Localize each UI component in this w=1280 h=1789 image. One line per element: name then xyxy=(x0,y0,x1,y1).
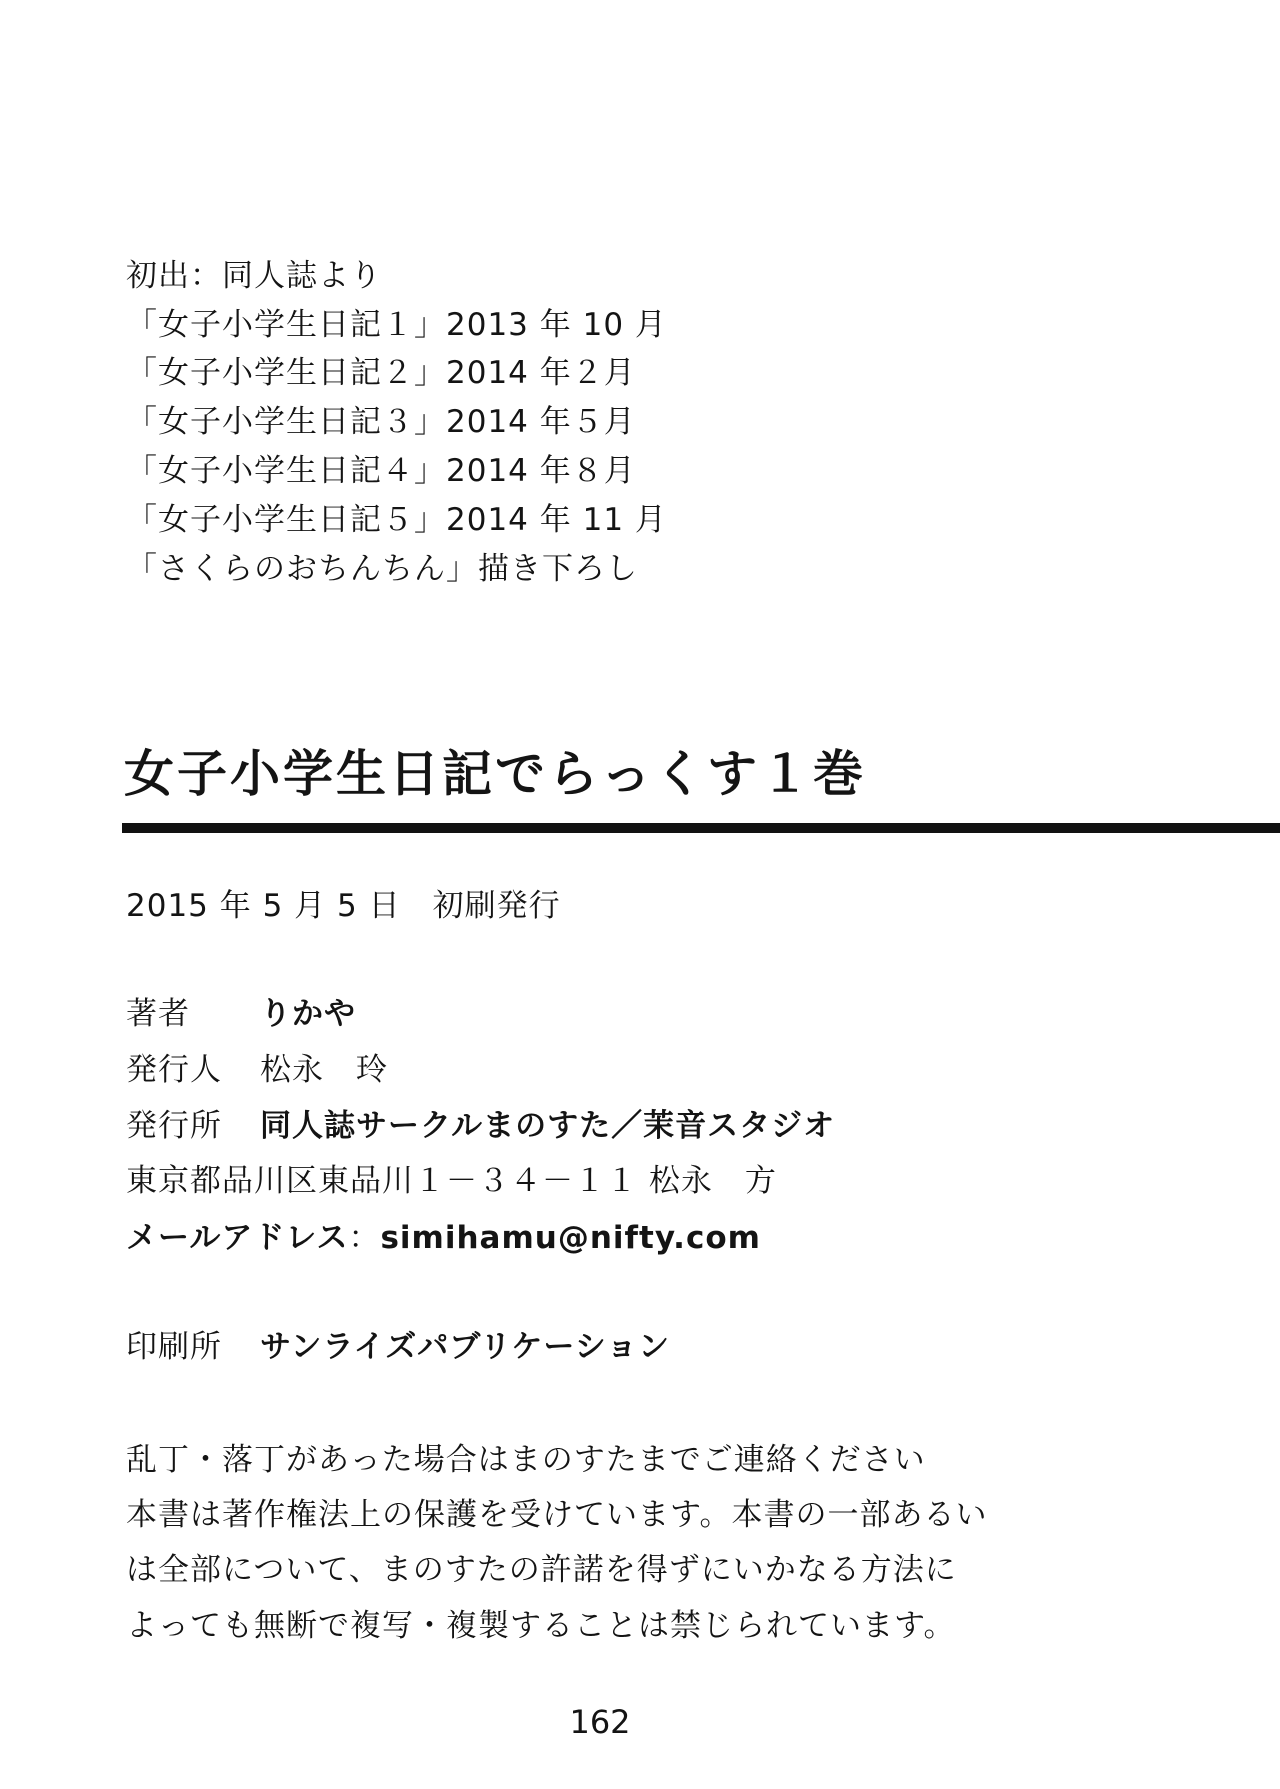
entry-title: 「女子小学生日記１」 xyxy=(126,307,446,343)
author-label: 著者 xyxy=(126,996,190,1032)
first-appearance-entry xyxy=(126,305,667,345)
entry-date: 描き下ろし xyxy=(478,551,638,587)
address-line: 東京都品川区東品川１－３４－１１ 松永 方 xyxy=(126,1163,777,1199)
author-row xyxy=(126,994,356,1034)
entry-title: 「さくらのおちんちん」 xyxy=(126,551,478,587)
entry-title: 「女子小学生日記４」 xyxy=(126,453,446,489)
first-appearance-entry xyxy=(126,353,636,393)
publication-date: 2015 年 5 月 5 日 初刷発行 xyxy=(126,888,561,924)
first-appearance-entry xyxy=(126,500,667,540)
notice-line: よっても無断で複写・複製することは禁じられています。 xyxy=(126,1608,956,1644)
author-name: りかや xyxy=(260,996,356,1032)
entry-date: 2014 年 11 月 xyxy=(446,502,667,538)
entry-date: 2014 年８月 xyxy=(446,453,636,489)
first-appearance-entry xyxy=(126,451,636,491)
entry-title: 「女子小学生日記２」 xyxy=(126,355,446,391)
publisher-person-row xyxy=(126,1050,388,1090)
first-appearance-entry xyxy=(126,402,636,442)
email-row xyxy=(126,1218,761,1258)
publisher-name: 同人誌サークルまのすた／茉音スタジオ xyxy=(260,1108,836,1144)
page-number: 162 xyxy=(569,1703,631,1741)
first-appearance-entry xyxy=(126,549,638,589)
entry-date: 2013 年 10 月 xyxy=(446,307,667,343)
notice-line: 乱丁・落丁があった場合はまのすたまでご連絡ください xyxy=(126,1442,926,1478)
publisher-person-label: 発行人 xyxy=(126,1052,222,1088)
notice-line: は全部について、まのすたの許諾を得ずにいかなる方法に xyxy=(126,1552,957,1588)
publisher-person-name: 松永 玲 xyxy=(260,1052,388,1088)
notice-line: 本書は著作権法上の保護を受けています。本書の一部あるい xyxy=(126,1497,988,1533)
publisher-label: 発行所 xyxy=(126,1108,222,1144)
entry-title: 「女子小学生日記３」 xyxy=(126,404,446,440)
printer-name: サンライズパブリケーション xyxy=(260,1329,671,1365)
email-separator: ： xyxy=(348,1220,381,1256)
email-label: メールアドレス xyxy=(126,1220,349,1256)
book-title: 女子小学生日記でらっくす１巻 xyxy=(124,745,866,803)
email-address: simihamu@nifty.com xyxy=(380,1220,761,1256)
title-rule xyxy=(122,823,1280,833)
first-appearance-heading: 初出：同人誌より xyxy=(126,258,382,294)
printer-row xyxy=(126,1327,670,1367)
printer-label: 印刷所 xyxy=(126,1329,222,1365)
entry-title: 「女子小学生日記５」 xyxy=(126,502,446,538)
entry-date: 2014 年２月 xyxy=(446,355,636,391)
publisher-row xyxy=(126,1106,835,1146)
entry-date: 2014 年５月 xyxy=(446,404,636,440)
